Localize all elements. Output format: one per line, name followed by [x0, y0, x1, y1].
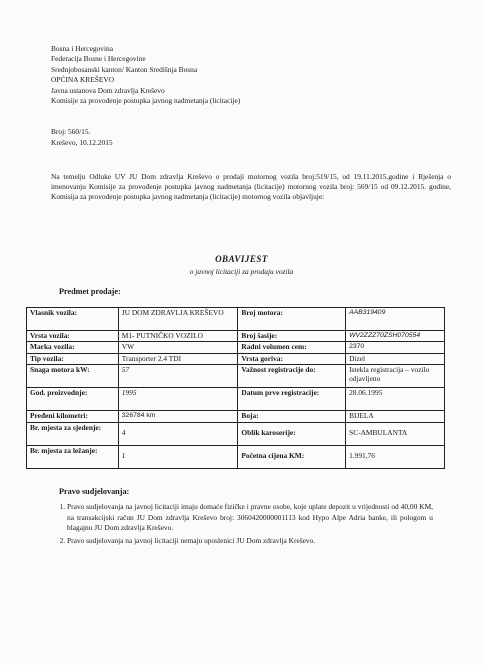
- table-row: [27, 411, 445, 422]
- chassis-number-label: Broj šasije:: [238, 331, 346, 342]
- header-line-institution: Javna ustanova Dom zdravlja Kreševo: [51, 85, 165, 95]
- owner-value: JU DOM ZDRAVLJA KREŠEVO: [118, 308, 238, 331]
- vehicle-kind-value: M1- PUTNIČKO VOZILO: [118, 331, 238, 342]
- document-place-date: Kreševo, 10.12.2015: [51, 138, 113, 148]
- owner-label: Vlasnik vozila:: [27, 308, 119, 331]
- notice-subtitle: o javnoj licitaciji za prodaju vozila: [189, 267, 294, 276]
- table-row: [27, 331, 445, 342]
- starting-price-label: Početna cijena KM:: [238, 445, 346, 468]
- chassis-number-value: WV2ZZZ70ZSH070554: [346, 331, 445, 342]
- participation-rules-list: [51, 502, 433, 548]
- table-row: [27, 422, 445, 445]
- color-label: Boja:: [238, 411, 346, 422]
- body-type-label: Oblik karoserije:: [238, 422, 346, 445]
- table-row: [27, 365, 445, 388]
- document-meta: [51, 126, 113, 149]
- header-line-federation: Federacija Bosne i Hercegovine: [51, 54, 146, 64]
- engine-number-label: Broj motora:: [238, 308, 346, 331]
- vehicle-table: [26, 307, 445, 469]
- header-line-commission: Komisije za provođenje postupka javnog nadmetanja (licitacije): [51, 96, 241, 106]
- subject-label: Predmet prodaje:: [59, 287, 121, 296]
- first-registration-value: 28.06.1995: [346, 388, 445, 411]
- engine-number-value: AAB319409: [346, 308, 445, 331]
- header-line-country: Bosna i Hercegovina: [51, 44, 113, 53]
- table-row: [27, 353, 445, 364]
- type-label: Tip vozila:: [27, 353, 119, 364]
- participation-rights-label: Pravo sudjelovanja:: [59, 487, 130, 496]
- stretchers-label: Br. mjesta za ležanje:: [27, 445, 119, 468]
- list-item: 2. Pravo sudjelovanja na javnoj licitaciji nemaju uposlenici JU Dom zdravlja Kreševo.: [67, 536, 433, 547]
- mileage-label: Pređeni kilometri:: [27, 411, 119, 422]
- color-value: BIJELA: [346, 411, 445, 422]
- first-registration-label: Datum prve registracije:: [238, 388, 346, 411]
- notice-title: OBAVIJEST: [215, 254, 268, 264]
- power-label: Snaga motora kW:: [27, 365, 119, 388]
- type-value: Transporter 2.4 TDI: [118, 353, 238, 364]
- displacement-value: 2370: [346, 342, 445, 353]
- registration-validity-label: Važnost registracije do:: [238, 365, 346, 388]
- document-header: [51, 44, 240, 106]
- list-item: 1. Pravo sudjelovanja na javnoj licitaciji imaju domaće fizičke i pravne osobe, koje uplate depozit u vrijednosti od 40,00 KM, na transakcijski račun JU Dom zdravlja Kreševo broj: 3060420000001113 kod Hypo Alpe Adria banke, ili pologom u blagajnu JU Dom zdravlja Kreševo.: [67, 502, 433, 534]
- seats-value: 4: [118, 422, 238, 445]
- make-label: Marka vozila:: [27, 342, 119, 353]
- make-value: VW: [118, 342, 238, 353]
- intro-paragraph: Na temelju Odluke UV JU Dom zdravlja Kreševo o prodaji motornog vozila broj:519/15, od 19.11.2015.godine i Rješenja o imenovanju Komisije za provođenje postupka javnog nadmetanja (licitacije) motornog vozila broj: 569/15 od 09.12.2015. godine, Komisija za provođenje postupka javnog nadmetanja (licitacije) motornog vozila objavljuje:: [51, 172, 451, 202]
- header-line-canton: Srednjobosanski kanton/ Kanton Središnja Bosna: [51, 64, 198, 74]
- production-year-label: God. proizvodnje:: [27, 388, 119, 411]
- fuel-label: Vrsta goriva:: [238, 353, 346, 364]
- starting-price-value: 1.991,76: [346, 445, 445, 468]
- header-line-municipality: OPĆINA KREŠEVO: [51, 75, 115, 85]
- table-row: [27, 445, 445, 468]
- registration-validity-value: Istekla registracija – vozilo odjavljeno: [346, 365, 445, 388]
- displacement-label: Radni volumen cem:: [238, 342, 346, 353]
- production-year-value: 1995: [118, 388, 238, 411]
- table-row: [27, 308, 445, 331]
- mileage-value: 326784 km: [118, 411, 238, 422]
- power-value: 57: [118, 365, 238, 388]
- stretchers-value: 1: [118, 445, 238, 468]
- document-number: Broj: 560/15.: [51, 127, 91, 136]
- body-type-value: SC-AMBULANTA: [346, 422, 445, 445]
- fuel-value: Dizel: [346, 353, 445, 364]
- table-row: [27, 388, 445, 411]
- vehicle-kind-label: Vrsta vozila:: [27, 331, 119, 342]
- seats-label: Br. mjesta za sjedenje:: [27, 422, 119, 445]
- table-row: [27, 342, 445, 353]
